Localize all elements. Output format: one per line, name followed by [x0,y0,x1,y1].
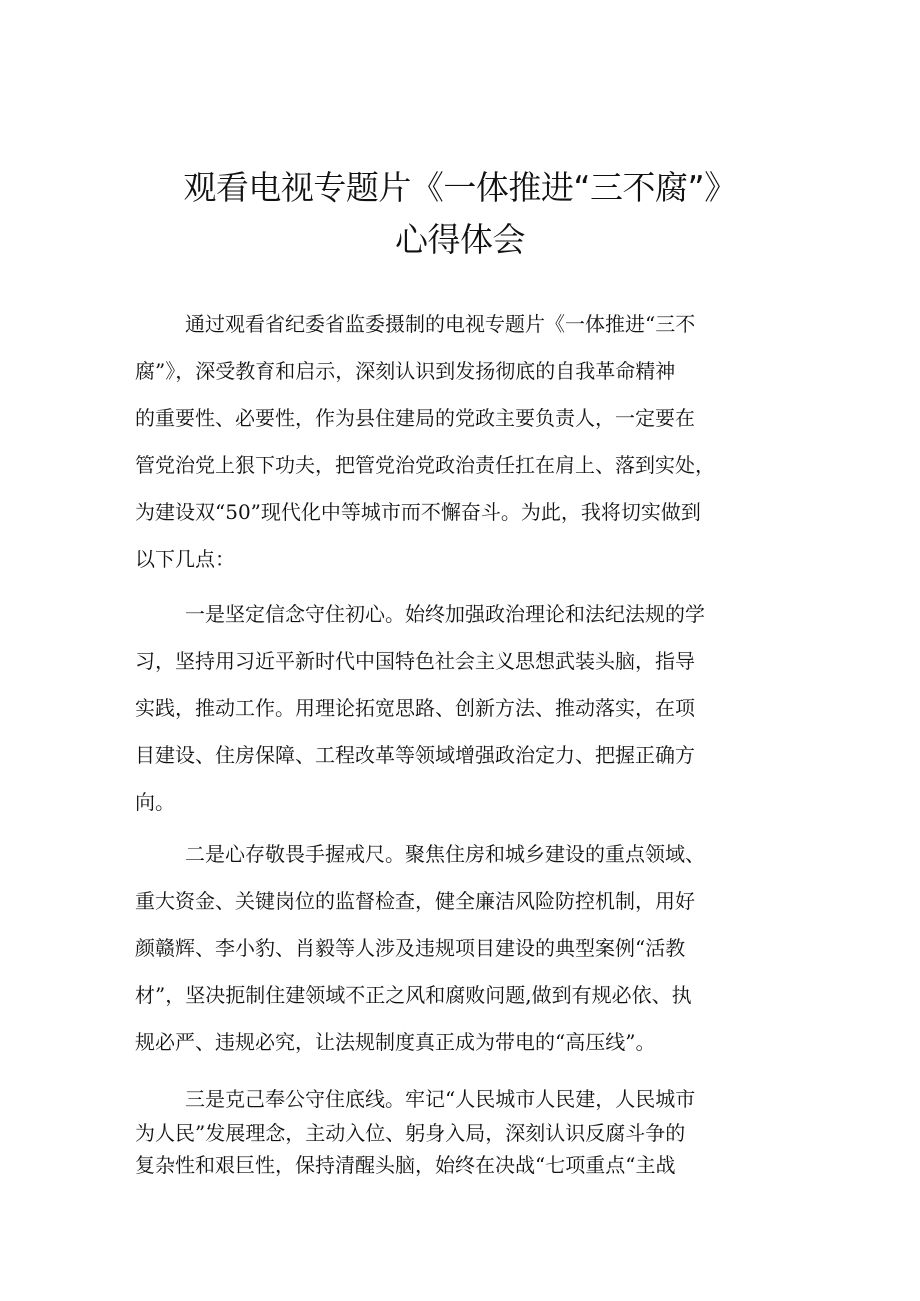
paragraph-line: 的重要性、必要性，作为县住建局的党政主要负责人，一定要在 [135,406,695,430]
body-paragraph-2 [135,591,795,826]
body-paragraph-4 [135,1082,795,1181]
paragraph-line: 为人民”发展理念，主动入位、躬身入局，深刻认识反腐斗争的 [135,1121,686,1145]
paragraph-line: 颜赣辉、李小豹、肖毅等人涉及违规项目建设的典型案例“活教 [135,936,686,960]
paragraph-line: 一是坚定信念守住初心。始终加强政治理论和法纪法规的学 [185,602,705,626]
paragraph-line: 二是心存敬畏手握戒尺。聚焦住房和城乡建设的重点领域、 [185,842,705,866]
paragraph-line: 以下几点： [135,547,235,571]
paragraph-line: 腐”》，深受教育和启示，深刻认识到发扬彻底的自我革命精神 [135,359,676,383]
paragraph-line: 通过观看省纪委省监委摄制的电视专题片《一体推进“三不 [185,312,696,336]
paragraph-line: 复杂性和艰巨性，保持清醒头脑，始终在决战“七项重点“主战 [135,1153,676,1177]
paragraph-line: 重大资金、关键岗位的监督检查，健全廉洁风险防控机制，用好 [135,889,695,913]
paragraph-line: 规必严、违规必究，让法规制度真正成为带电的“高压线”。 [135,1030,656,1054]
paragraph-line: 材”，坚决扼制住建领域不正之风和腐败问题,做到有规必依、执 [135,983,692,1007]
paragraph-line: 向。 [135,790,175,814]
paragraph-line: 管党治党上狠下功夫，把管党治党政治责任扛在肩上、落到实处， [135,453,715,477]
body-paragraph-3 [135,831,795,1066]
paragraph-line: 目建设、住房保障、工程改革等领域增强政治定力、把握正确方 [135,743,695,767]
paragraph-line: 实践，推动工作。用理论拓宽思路、创新方法、推动落实，在项 [135,696,695,720]
paragraph-line: 习，坚持用习近平新时代中国特色社会主义思想武装头脑，指导 [135,649,695,673]
paragraph-line: 三是克己奉公守住底线。牢记“人民城市人民建，人民城市 [185,1087,696,1111]
document-title-line-2: 心得体会 [395,220,525,259]
document-title-line-1: 观看电视专题片《一体推进“三不腐”》 [183,168,737,207]
paragraph-line: 为建设双“50”现代化中等城市而不懈奋斗。为此，我将切实做到 [135,500,701,524]
body-paragraph-1 [135,301,795,583]
